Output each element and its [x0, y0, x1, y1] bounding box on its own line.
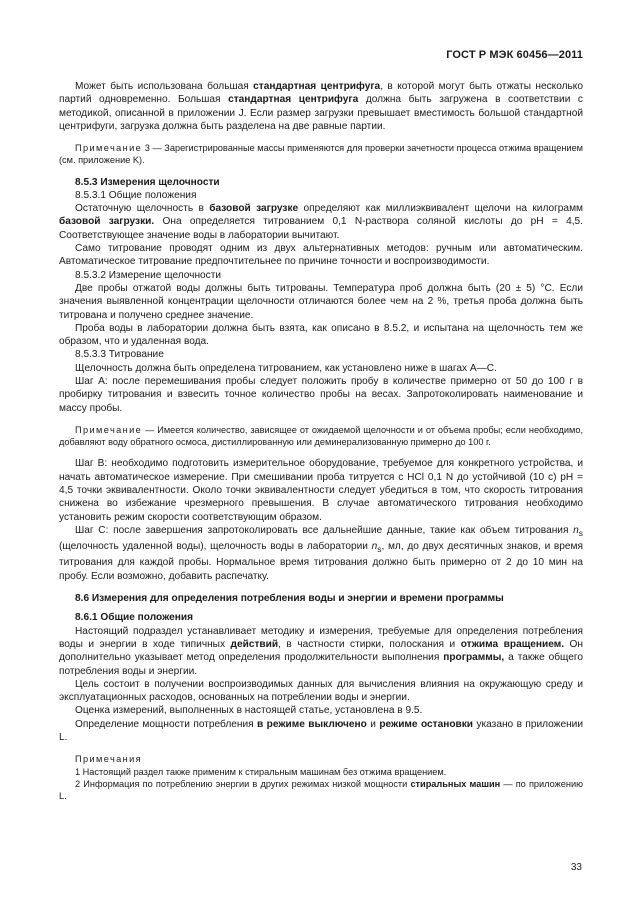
- variable-subscript: s: [377, 544, 382, 555]
- paragraph-titration: Щелочность должна быть определена титрованием, как установлено ниже в шагах А—С.: [75, 362, 497, 374]
- note-step-a: [59, 424, 583, 448]
- term: отжима вращением.: [460, 638, 565, 650]
- paragraph-evaluation: Оценка измерений, выполненных в настоящей статье, установлена в 9.5.: [75, 705, 423, 717]
- term: стандартная центрифуга: [253, 81, 381, 92]
- variable-subscript: s: [578, 527, 583, 538]
- note-label: Примечание: [75, 143, 143, 154]
- term: в режиме выключено: [257, 718, 367, 730]
- text: 2 Информация по потреблению энергии в других режимах низкой мощности: [75, 778, 411, 789]
- text: Она определяется титрованием 0,1 N-раствора соляной кислоты до рН = 4,5. Соответствующее значение воды в лаборатории вычитают.: [59, 216, 583, 241]
- term: действий: [230, 638, 279, 650]
- standard-header: ГОСТ Р МЭК 60456—2011: [446, 49, 583, 61]
- text: а также общего потребления воды и энергии.: [59, 652, 584, 677]
- paragraph-lab-water: Проба воды в лаборатории должна быть взята, как описано в 8.5.2, и испытана на щелочность тем же образом, что и удаленная вода.: [59, 322, 583, 348]
- section-heading-8-5-3: 8.5.3 Измерения щелочности: [75, 176, 220, 188]
- note-text: — Имеется количество, зависящее от ожидаемой щелочности и от объема пробы; если необходимо, добавляют воду обратного осмоса, дистиллированную или деминерализованную примерно до 100 г.: [59, 424, 583, 448]
- note-3: [59, 142, 583, 166]
- subsection-heading: 8.5.3.2 Измерение щелочности: [75, 269, 222, 281]
- text: и: [366, 718, 380, 730]
- text: указано в приложении L.: [59, 718, 583, 744]
- subsection-heading: 8.5.3.3 Титрование: [75, 349, 164, 361]
- variable: n: [371, 541, 378, 553]
- note-text: Зарегистрированные массы применяются для проверки зачетности процесса отжима вращением (см. приложение K).: [59, 143, 583, 166]
- paragraph-step-a: Шаг А: после перемешивания пробы следует положить пробу в количестве примерно от 50 до 100 г в пробирку титрования и взвесить точное количество пробы на весах. Запротоколировать наименование и массу пробы.: [59, 376, 583, 414]
- text: Может быть использована большая: [75, 81, 254, 92]
- paragraph-centrifuge: [59, 80, 583, 133]
- term: базовой загрузки.: [59, 216, 155, 228]
- paragraph-samples: Две пробы отжатой воды должны быть титрованы. Температура проб должна быть (20 ± 5) °C. Если значения выявленной концентрации щелочности отличаются более чем на 2 %, третья проба должна быть титрована и получено среднее значение.: [59, 282, 583, 321]
- text: Настоящий подраздел устанавливает методику и измерения, требуемые для определения потребления воды и энергии в ходе типичных: [59, 625, 583, 650]
- paragraph-power-modes: [59, 718, 583, 745]
- section-heading-8-6: 8.6 Измерения для определения потребления воды и энергии и времени программы: [75, 593, 504, 605]
- note-label: Примечания: [75, 754, 143, 765]
- text: (щелочность удаленной воды), щелочность воды в лаборатории: [59, 541, 372, 553]
- text: Определение мощности потребления: [75, 718, 258, 730]
- text: определяют как миллиэквивалент щелочи на килограмм: [298, 203, 583, 215]
- term: стандартная центрифуга: [228, 94, 359, 106]
- text: , в частности стирки, полоскания и: [278, 638, 461, 650]
- paragraph-alkalinity: [59, 202, 583, 242]
- paragraph-step-b: Шаг В: необходимо подготовить измерительное оборудование, требуемое для конкретного устройства, и начать автоматическое измерение. При смешивании проба титруется с HCl 0,1 N до устойчивой (10 с) рН = 4,5 точки эквивалентности. Около точки эквивалентности следует убедиться в том, что скорость титрования снижена во избежание чрезмерного превышения. В случае автоматического титрования необходимо установить режим скорости соответствующим образом.: [59, 458, 583, 523]
- term: режиме остановки: [379, 718, 474, 730]
- text: , мл, до двух десятичных знаков, и время титрования для каждой пробы. Нормальное время титрования должно быть примерно от 2 до 10 мин на пробу. Если возможно, добавить распечатку.: [59, 541, 583, 582]
- page-number: 33: [570, 862, 582, 873]
- notes-label: [59, 753, 583, 765]
- note-label: Примечание: [75, 424, 143, 435]
- variable: n: [573, 524, 579, 536]
- text: Он дополнительно указывает метод определения продолжительности выполнения: [59, 638, 583, 664]
- section-heading-8-6-1: 8.6.1 Общие положения: [75, 612, 193, 624]
- text: Остаточную щелочность в: [75, 203, 210, 215]
- term: стиральных машин: [410, 778, 501, 789]
- page-content: [59, 80, 583, 802]
- note-number: 3 —: [142, 143, 165, 154]
- text: — по приложению L.: [59, 778, 583, 801]
- text: , в которой могут быть отжаты несколько партий одновременно. Большая: [59, 81, 583, 106]
- note-1: 1 Настоящий раздел также применим к стиральным машинам без отжима вращением.: [75, 766, 447, 777]
- paragraph-goal: Цель состоит в получении воспроизводимых данных для вычисления влияния на окружающую среду и эксплуатационных расходов, основанных на потреблении воды и энергии.: [59, 678, 583, 704]
- term: базовой загрузке: [209, 203, 299, 215]
- subsection-heading: 8.5.3.1 Общие положения: [75, 189, 197, 201]
- text: Шаг С: после завершения запротоколировать все дальнейшие данные, такие как объем титрования: [75, 524, 574, 536]
- term: программы,: [443, 652, 505, 664]
- text: должна быть загружена в соответствии с методикой, описанной в приложении J. Если размер загрузки превышает вместимость большой стандартной центрифуги, загрузка должна быть разделена на две равные партии.: [59, 94, 583, 132]
- paragraph-titration-methods: Само титрование проводят одним из двух альтернативных методов: ручным или автоматическим. Автоматическое титрование предпочтительнее по причине точности и воспроизводимости.: [59, 243, 583, 268]
- paragraph-step-c: [59, 524, 583, 583]
- note-2: [59, 778, 583, 802]
- paragraph-subsection-scope: [59, 625, 583, 678]
